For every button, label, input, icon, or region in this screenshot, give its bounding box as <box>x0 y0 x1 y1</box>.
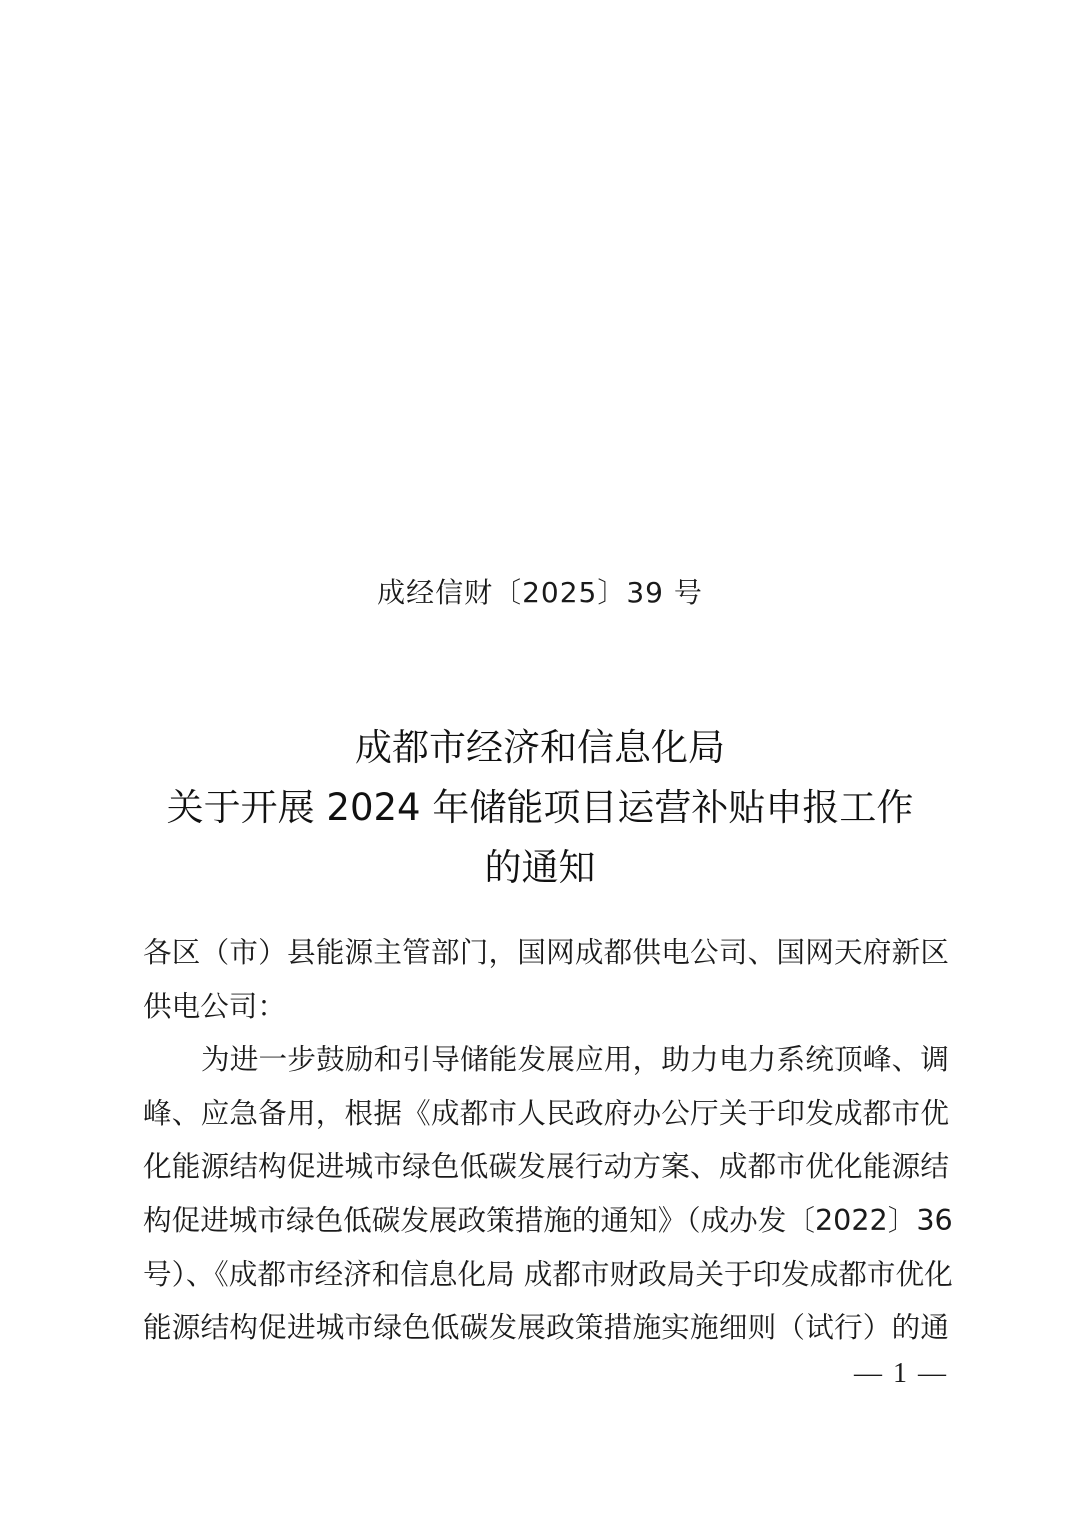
addressee-line: 供电公司： <box>143 988 286 1023</box>
paragraph-line: 为进一步鼓励和引导储能发展应用，助力电力系统顶峰、调 <box>201 1042 949 1077</box>
document-title <box>100 718 980 898</box>
document-number: 成经信财〔2025〕39 号 <box>377 576 703 609</box>
addressee-line: 各区（市）县能源主管部门，国网成都供电公司、国网天府新区 <box>143 935 949 969</box>
paragraph-line: 峰、应急备用，根据《成都市人民政府办公厅关于印发成都市优 <box>143 1095 949 1130</box>
paragraph-line: 化能源结构促进城市绿色低碳发展行动方案、成都市优化能源结 <box>143 1149 949 1184</box>
document-body <box>143 926 953 1355</box>
title-line-notice: 的通知 <box>484 846 596 889</box>
title-line-issuer: 成都市经济和信息化局 <box>355 726 725 769</box>
title-line-subject: 关于开展 2024 年储能项目运营补贴申报工作 <box>166 786 914 829</box>
paragraph-line: 能源结构促进城市绿色低碳发展政策措施实施细则（试行）的通 <box>143 1310 949 1345</box>
paragraph-line: 构促进城市绿色低碳发展政策措施的通知》（成办发〔2022〕36 <box>143 1202 953 1237</box>
page-number: — 1 — <box>854 1358 948 1389</box>
paragraph-line: 号）、《成都市经济和信息化局 成都市财政局关于印发成都市优化 <box>143 1256 953 1291</box>
